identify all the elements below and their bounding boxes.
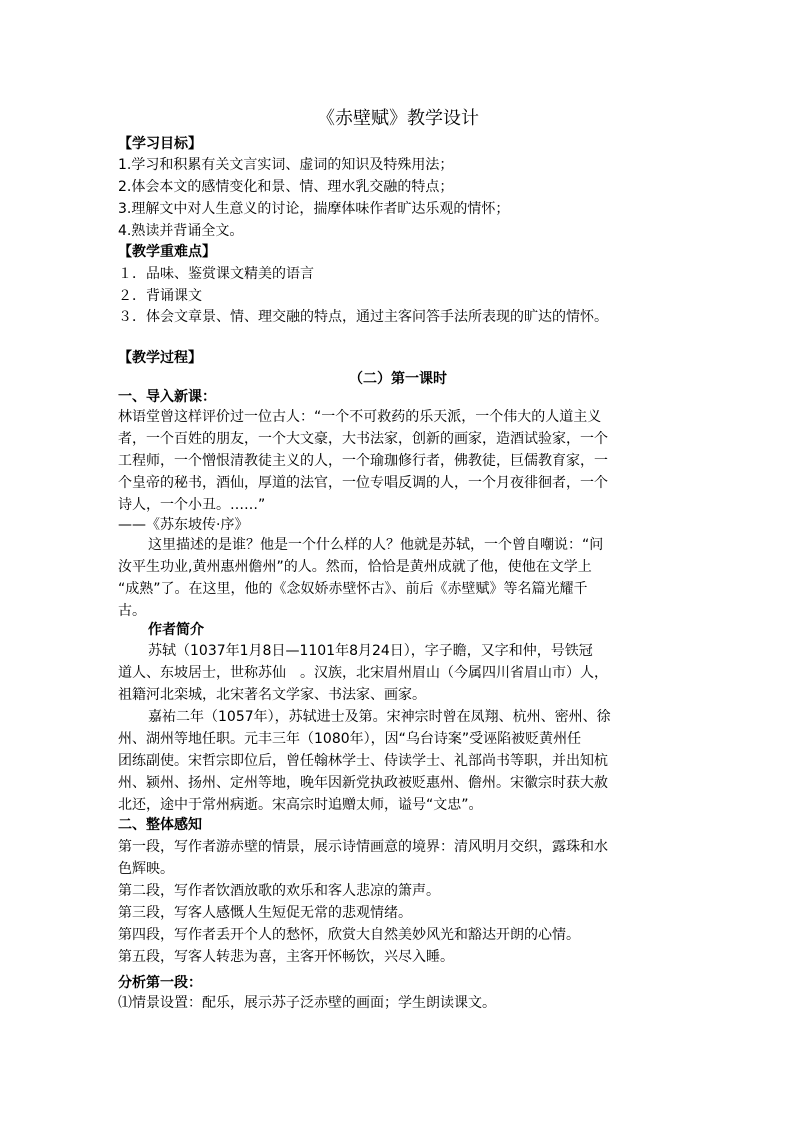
section-line: 色辉映。 <box>118 861 174 877</box>
key-item: １．品味、鉴赏课文精美的语言 <box>118 266 314 282</box>
quote-line: 个皇帝的秘书，酒仙，厚道的法官，一位专唱反调的人，一个月夜徘徊者，一个 <box>118 475 608 491</box>
goal-item: 4.熟读并背诵全文。 <box>118 223 244 239</box>
bio-line: 苏轼（1037年1月8日—1101年8月24日），字子瞻，又字和仲，号铁冠 <box>148 643 593 659</box>
analysis-line: ⑴情景设置：配乐，展示苏子泛赤壁的画面；学生朗读课文。 <box>118 995 496 1011</box>
section-line: 第一段，写作者游赤壁的情景，展示诗情画意的境界：清风明月交织，露珠和水 <box>118 839 608 855</box>
quote-source: ——《苏东坡传·序》 <box>118 517 249 533</box>
key-item: ３．体会文章景、情、理交融的特点，通过主客问答手法所表现的旷达的情怀。 <box>118 309 608 325</box>
page-title: 《赤壁赋》教学设计 <box>317 108 479 129</box>
para-line: 汝平生功业,黄州惠州儋州”的人。然而，恰恰是黄州成就了他，使他在文学上 <box>118 559 592 575</box>
heading-process: 【教学过程】 <box>118 350 202 366</box>
goal-item: 3.理解文中对人生意义的讨论，揣摩体味作者旷达乐观的情怀； <box>118 201 510 217</box>
quote-line: 诗人，一个小丑。……” <box>118 497 266 513</box>
bio-line: 嘉祐二年（1057年），苏轼进士及第。宋神宗时曾在凤翔、杭州、密州、徐 <box>148 709 611 725</box>
key-item: ２．背诵课文 <box>118 288 202 304</box>
heading-goals: 【学习目标】 <box>118 136 202 152</box>
section-line: 第四段，写作者丢开个人的愁怀，欣赏大自然美妙风光和豁达开朗的心情。 <box>118 927 580 943</box>
heading-key-points: 【教学重难点】 <box>118 244 216 260</box>
bio-line: 团练副使。宋哲宗即位后，曾任翰林学士、侍读学士、礼部尚书等职，并出知杭 <box>118 753 608 769</box>
goal-item: 1.学习和积累有关文言实词、虚词的知识及特殊用法； <box>118 157 454 173</box>
section-line: 第二段，写作者饮酒放歌的欢乐和客人悲凉的箫声。 <box>118 883 440 899</box>
quote-line: 者，一个百姓的朋友，一个大文豪，大书法家，创新的画家，造酒试验家，一个 <box>118 431 608 447</box>
bio-line: 州、颍州、扬州、定州等地，晚年因新党执政被贬惠州、儋州。宋徽宗时获大赦 <box>118 775 608 791</box>
quote-line: 工程师，一个憎恨清教徒主义的人，一个瑜珈修行者，佛教徒，巨儒教育家，一 <box>118 453 608 469</box>
section-line: 第五段，写客人转悲为喜，主客开怀畅饮，兴尽入睡。 <box>118 949 454 965</box>
bio-line: 州、湖州等地任职。元丰三年（1080年），因“乌台诗案”受诬陷被贬黄州任 <box>118 731 582 747</box>
heading-overall: 二、整体感知 <box>118 817 202 833</box>
heading-analysis: 分析第一段： <box>118 975 202 991</box>
section-line: 第三段，写客人感慨人生短促无常的悲观情绪。 <box>118 905 412 921</box>
goal-item: 2.体会本文的感情变化和景、情、理水乳交融的特点； <box>118 179 454 195</box>
quote-line: 林语堂曾这样评价过一位古人：“一个不可救药的乐天派，一个伟大的人道主义 <box>118 409 602 425</box>
bio-line: 北还，途中于常州病逝。宋高宗时追赠太师，谥号“文忠”。 <box>118 797 483 813</box>
bio-line: 祖籍河北栾城，北宋著名文学家、书法家、画家。 <box>118 687 426 703</box>
bio-line: 道人、东坡居士，世称苏仙 。汉族，北宋眉州眉山（今属四川省眉山市）人， <box>118 665 608 681</box>
para-line: “成熟”了。在这里，他的《念奴娇赤壁怀古》、前后《赤壁赋》等名篇光耀千 <box>118 581 588 597</box>
heading-author: 作者简介 <box>148 622 204 638</box>
heading-intro: 一、导入新课： <box>118 389 216 405</box>
para-line: 这里描述的是谁？他是一个什么样的人？他就是苏轼，一个曾自嘲说：“问 <box>148 537 604 553</box>
lesson-heading: （二）第一课时 <box>349 371 447 387</box>
para-line: 古。 <box>118 603 146 619</box>
